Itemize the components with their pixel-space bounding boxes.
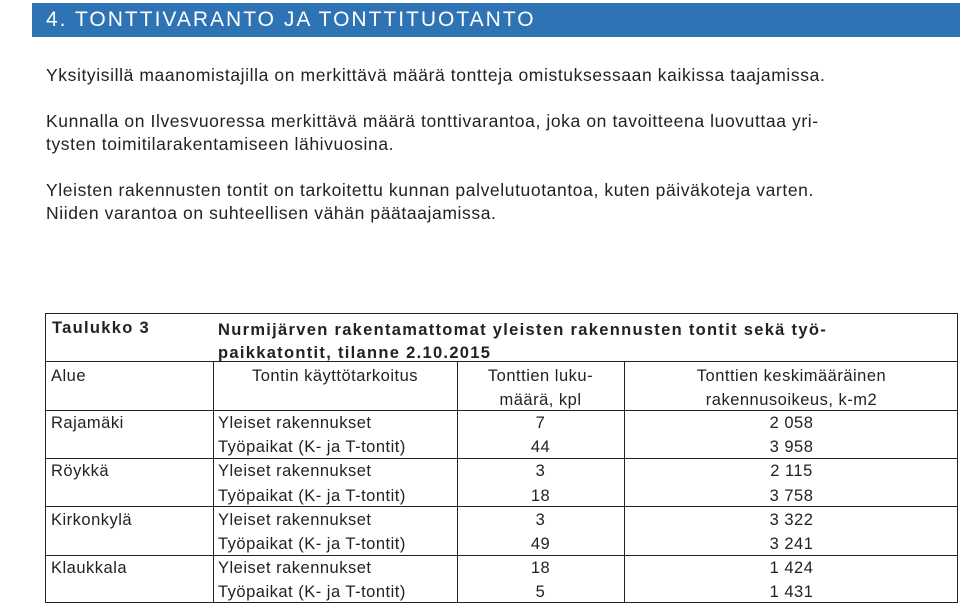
cell-count: 7 (535, 414, 546, 432)
cell-purpose: Työpaikat (K- ja T-tontit) (218, 583, 406, 601)
column-divider (213, 361, 214, 602)
table-title-line: paikkatontit, tilanne 2.10.2015 (218, 344, 492, 362)
table-title (218, 319, 953, 365)
cell-purpose: Yleiset rakennukset (218, 462, 372, 480)
column-header-line: määrä, kpl (499, 391, 582, 409)
paragraph-line: Niiden varantoa on suhteellisen vähän päätaajamissa. (46, 203, 497, 223)
cell-rights: 2 115 (770, 462, 813, 480)
paragraph-ilvesvuori (46, 110, 946, 156)
table-label: Taulukko 3 (52, 319, 150, 337)
cell-rights: 2 058 (769, 414, 814, 432)
cell-count: 44 (530, 438, 551, 456)
paragraph-line: Yksityisillä maanomistajilla on merkittävä määrä tontteja omistuksessaan kaikissa taajamissa. (46, 65, 826, 85)
column-header-count (457, 364, 624, 412)
cell-area: Röykkä (51, 462, 110, 480)
cell-count: 18 (530, 487, 551, 505)
cell-area: Kirkonkylä (51, 511, 133, 529)
cell-count: 3 (535, 462, 546, 480)
cell-count: 3 (535, 511, 546, 529)
table-title-line: Nurmijärven rakentamattomat yleisten rakennusten tontit sekä työ- (218, 321, 827, 339)
cell-rights: 3 758 (769, 487, 814, 505)
cell-count: 49 (530, 535, 551, 553)
column-header-purpose: Tontin käyttötarkoitus (252, 367, 418, 385)
cell-area: Klaukkala (51, 559, 128, 577)
cell-area: Rajamäki (51, 414, 124, 432)
paragraph-public-buildings (46, 179, 946, 225)
cell-purpose: Työpaikat (K- ja T-tontit) (218, 438, 406, 456)
paragraph-private-landowners (46, 64, 946, 87)
column-header-line: Tonttien luku- (487, 367, 594, 385)
paragraph-line: Yleisten rakennusten tontit on tarkoitettu kunnan palvelutuotantoa, kuten päiväkoteja varten. (46, 180, 814, 200)
cell-rights: 3 958 (769, 438, 814, 456)
column-header-line: rakennusoikeus, k-m2 (705, 391, 878, 409)
cell-purpose: Yleiset rakennukset (218, 414, 372, 432)
cell-count: 18 (530, 559, 551, 577)
divider (46, 361, 957, 362)
column-header-area: Alue (51, 367, 87, 385)
column-header-rights (624, 364, 959, 412)
paragraph-line: tysten toimitilarakentamiseen lähivuosina. (46, 134, 395, 154)
cell-purpose: Työpaikat (K- ja T-tontit) (218, 487, 406, 505)
cell-purpose: Työpaikat (K- ja T-tontit) (218, 535, 406, 553)
section-heading: 4. TONTTIVARANTO JA TONTTITUOTANTO (32, 3, 960, 37)
cell-count: 5 (535, 583, 546, 601)
cell-purpose: Yleiset rakennukset (218, 559, 372, 577)
column-header-line: Tonttien keskimääräinen (696, 367, 887, 385)
cell-rights: 3 241 (769, 535, 814, 553)
cell-rights: 1 431 (769, 583, 814, 601)
paragraph-line: Kunnalla on Ilvesvuoressa merkittävä määrä tonttivarantoa, joka on tavoitteena luovuttaa yri- (46, 111, 819, 131)
cell-rights: 1 424 (769, 559, 814, 577)
cell-rights: 3 322 (769, 511, 814, 529)
cell-purpose: Yleiset rakennukset (218, 511, 372, 529)
plots-table (45, 313, 958, 603)
